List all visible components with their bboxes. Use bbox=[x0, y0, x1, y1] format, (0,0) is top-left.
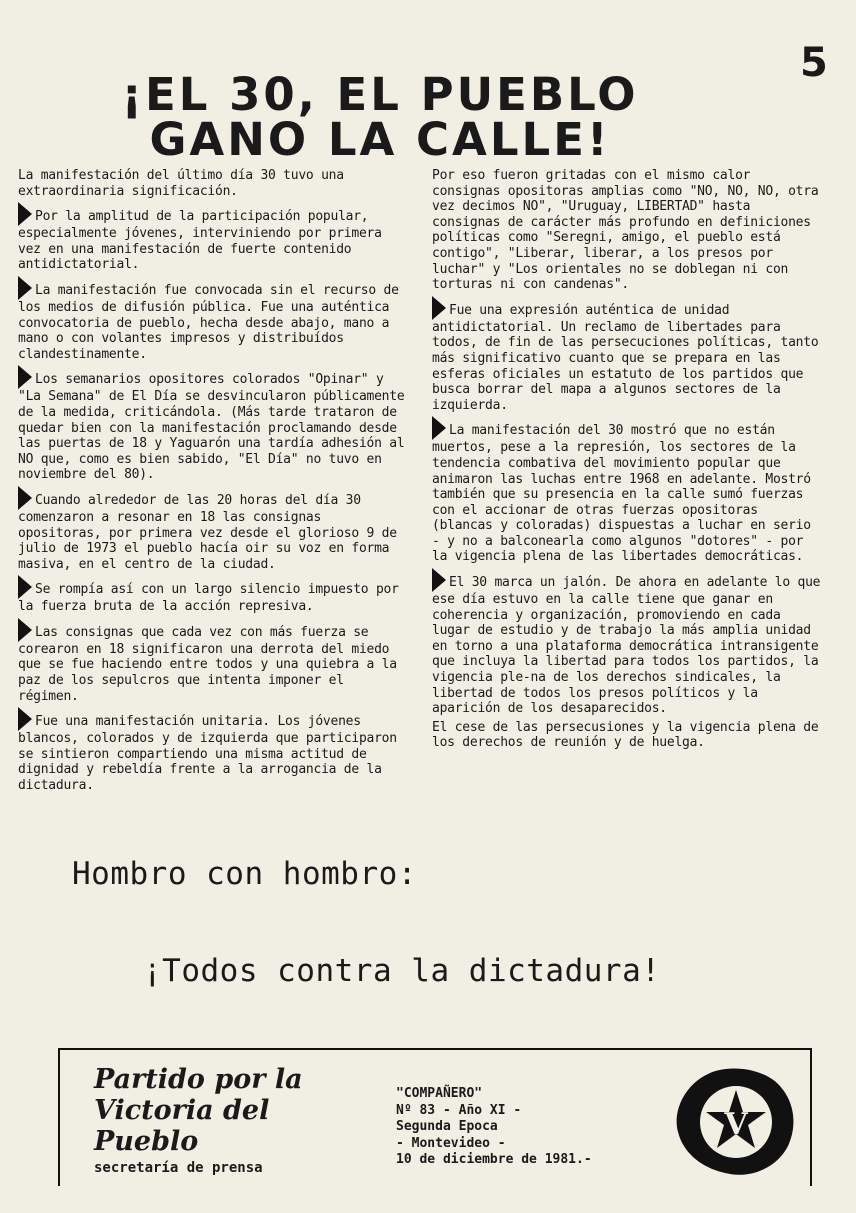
arrow-bullet-icon bbox=[18, 276, 32, 300]
paragraph-text: Fue una expresión auténtica de unidad antidictatorial. Un reclamo de libertades para todos, de fin de las persecuciones políticas, tanto más significativo cuanto que se prepara en las esferas oficiales un estatuto de los partidos que busca borrar del mapa a algunos sectores de la izquierda. bbox=[432, 302, 819, 413]
paragraph bbox=[432, 720, 822, 751]
left-column bbox=[18, 168, 410, 797]
paragraph bbox=[18, 276, 410, 362]
paragraph bbox=[18, 365, 410, 483]
publication-info bbox=[396, 1086, 592, 1169]
paragraph-text: Se rompía así con un largo silencio impuesto por la fuerza bruta de la acción represiva. bbox=[18, 582, 399, 615]
paragraph bbox=[18, 618, 410, 704]
arrow-bullet-icon bbox=[18, 575, 32, 599]
arrow-bullet-icon bbox=[18, 486, 32, 510]
headline-line-2: GANO LA CALLE! bbox=[149, 113, 611, 166]
paragraph-text: Cuando alrededor de las 20 horas del día 30 comenzaron a resonar en 18 las consignas opositoras, por primera vez desde el glorioso 9 de julio de 1973 el pueblo hacía oir su voz en forma masiva, en el centro de la ciudad. bbox=[18, 492, 397, 572]
paragraph-text: Las consignas que cada vez con más fuerza se corearon en 18 significaron una derrota del miedo que se fue haciendo entre todos y una quiebra a la paz de los sepulcros que intenta imponer el régimen. bbox=[18, 624, 397, 704]
arrow-bullet-icon bbox=[432, 568, 446, 592]
party-name-line-2: Victoria del bbox=[94, 1095, 270, 1126]
headline bbox=[60, 68, 700, 166]
slogan-line-2: ¡Todos contra la dictadura! bbox=[143, 953, 661, 989]
paragraph bbox=[432, 168, 822, 293]
party-name-line-1: Partido por la bbox=[94, 1064, 303, 1095]
paragraph-text: Por eso fueron gritadas con el mismo calor consignas opositoras amplias como "NO, NO, NO, otra vez decimos NO", "Uruguay, LIBERTAD" hasta consignas de carácter más profundo en definiciones políticas como "Seregni, amigo, el pueblo está contigo", "Liberar, liberar, a los presos por luchar" y "Los orientales no se doblegan ni con torturas ni con candenas". bbox=[432, 168, 819, 293]
paragraph-text: Fue una manifestación unitaria. Los jóvenes blancos, colorados y de izquierda que participaron se sintieron compartiendo una misma actitud de dignidad y rebeldía frente a la arrogancia de la dictadura. bbox=[18, 714, 397, 794]
arrow-bullet-icon bbox=[432, 416, 446, 440]
footer-box bbox=[58, 1048, 812, 1186]
slogan-line-1: Hombro con hombro: bbox=[72, 856, 417, 892]
paragraph-text: El cese de las persecusiones y la vigencia plena de los derechos de reunión y de huelga. bbox=[432, 719, 819, 751]
headline-line-1: ¡EL 30, EL PUEBLO bbox=[121, 68, 639, 121]
arrow-bullet-icon bbox=[18, 707, 32, 731]
paragraph-text: La manifestación fue convocada sin el recurso de los medios de difusión pública. Fue una auténtica convocatoria de pueblo, hecha desde abajo, mano a mano o con volantes impresos y distribuídos clandestinamente. bbox=[18, 282, 399, 362]
paragraph bbox=[18, 168, 410, 199]
party-name-line-3: Pueblo bbox=[94, 1126, 199, 1157]
arrow-bullet-icon bbox=[18, 365, 32, 389]
paragraph bbox=[432, 296, 822, 414]
party-name bbox=[94, 1064, 303, 1157]
paragraph bbox=[18, 707, 410, 793]
paragraph-text: La manifestación del último día 30 tuvo una extraordinaria significación. bbox=[18, 168, 344, 199]
paragraph-text: La manifestación del 30 mostró que no están muertos, pese a la represión, los sectores de la tendencia combativa del movimiento popular que animaron las luchas entre 1968 en adelante. Mostró también que su presencia en la calle sumó fuerzas con el accionar de otras fuerzas opositoras (blancas y coloradas) dispuestas a luchar en serio - y no a balconearla como algunos "dotores" - por la vigencia plena de las libertades democráticas. bbox=[432, 423, 811, 565]
publication-line: 10 de diciembre de 1981.- bbox=[396, 1152, 592, 1167]
paragraph bbox=[432, 568, 822, 717]
pvp-star-logo-icon bbox=[670, 1062, 800, 1180]
arrow-bullet-icon bbox=[18, 202, 32, 226]
arrow-bullet-icon bbox=[432, 296, 446, 320]
paragraph-text: El 30 marca un jalón. De ahora en adelante lo que ese día estuvo en la calle tiene que ganar en coherencia y organización, promoviendo en cada lugar de estudio y de trabajo la más amplia unidad en torno a una plataforma democrática intransigente que incluya la libertad para todos los partidos, la vigencia ple-na de los derechos sindicales, la libertad de todos los presos políticos y la aparición de los desaparecidos. bbox=[432, 575, 821, 717]
paragraph-text: Los semanarios opositores colorados "Opinar" y "La Semana" de El Día se desvincularon públicamente de la medida, criticándola. (Más tarde trataron de quedar bien con la manifestación proclamando desde las puertas de 18 y Yaguarón una tardía adhesión al NO que, como es bien sabido, "El Día" no tuvo en noviembre del 80). bbox=[18, 372, 405, 483]
paragraph-text: Por la amplitud de la participación popular, especialmente jóvenes, interviniendo por primera vez en una manifestación de fuerte contenido antidictatorial. bbox=[18, 209, 382, 273]
logo-letter: V bbox=[724, 1107, 748, 1142]
right-column bbox=[432, 168, 822, 754]
paragraph bbox=[18, 202, 410, 273]
paragraph bbox=[18, 486, 410, 572]
publication-line: "COMPAÑERO" bbox=[396, 1086, 483, 1101]
arrow-bullet-icon bbox=[18, 618, 32, 642]
page-number: 5 bbox=[800, 40, 828, 86]
publication-line: Segunda Epoca bbox=[396, 1119, 498, 1134]
paragraph bbox=[18, 575, 410, 615]
publication-line: - Montevideo - bbox=[396, 1135, 506, 1151]
paragraph bbox=[432, 416, 822, 565]
secretaria-label: secretaría de prensa bbox=[94, 1160, 263, 1176]
publication-line: Nº 83 - Año XI - bbox=[396, 1102, 522, 1118]
